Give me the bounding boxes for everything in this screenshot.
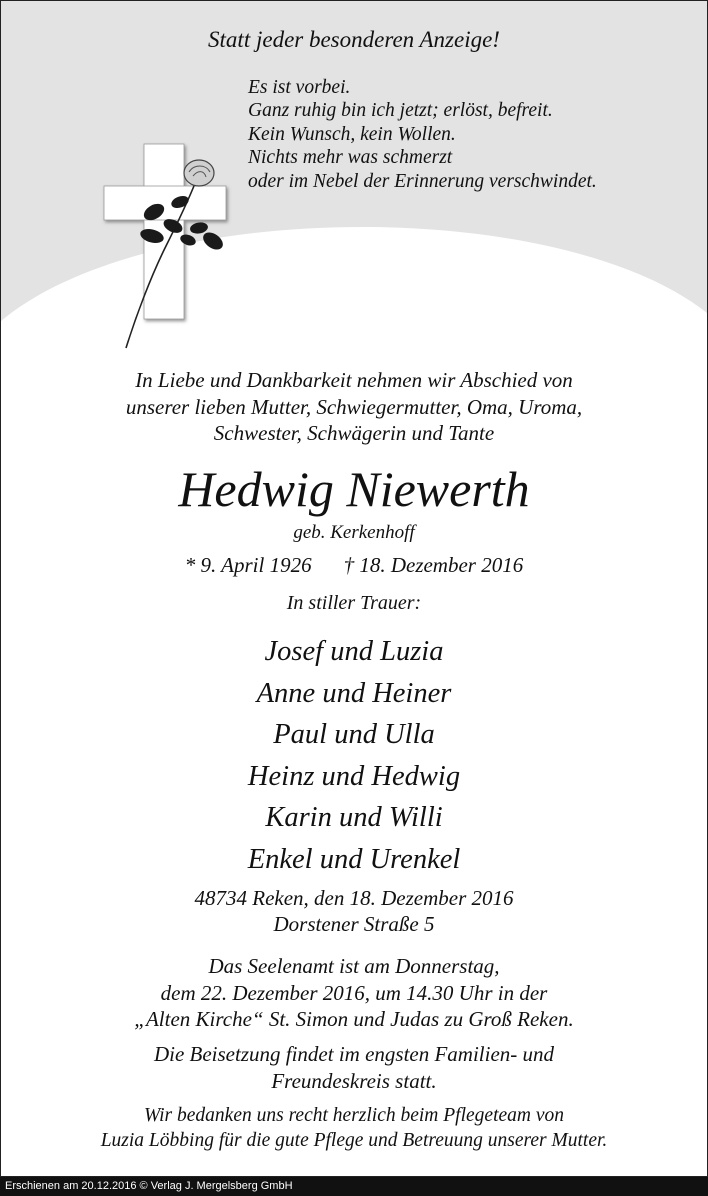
address-block — [1, 885, 707, 937]
family-member: Karin und Willi — [265, 802, 443, 833]
mourning-label: In stiller Trauer: — [286, 592, 422, 614]
service-line: „Alten Kirche“ St. Simon und Judas zu Groß Reken. — [134, 1007, 574, 1031]
birth-name: geb. Kerkenhoff — [293, 522, 415, 543]
header-title: Statt jeder besonderen Anzeige! — [208, 27, 500, 52]
publication-footer: Erschienen am 20.12.2016 © Verlag J. Mergelsberg GmbH — [0, 1177, 708, 1196]
intro-line: Schwester, Schwägerin und Tante — [213, 421, 495, 445]
family-member: Enkel und Urenkel — [247, 843, 461, 875]
death-date: † 18. Dezember 2016 — [343, 553, 524, 577]
poem-line: oder im Nebel der Erinnerung verschwindet. — [248, 170, 597, 192]
service-block — [1, 953, 707, 1033]
thanks-line: Wir bedanken uns recht herzlich beim Pflegeteam von — [143, 1105, 565, 1126]
burial-line: Die Beisetzung findet im engsten Familien- und — [153, 1042, 555, 1066]
poem-line: Es ist vorbei. — [248, 77, 351, 98]
poem-line: Ganz ruhig bin ich jetzt; erlöst, befreit. — [248, 100, 553, 122]
burial-line: Freundeskreis statt. — [271, 1068, 437, 1093]
thanks-line: Luzia Löbbing für die gute Pflege und Betreuung unserer Mutter. — [100, 1129, 608, 1151]
poem-line: Kein Wunsch, kein Wollen. — [248, 123, 456, 145]
family-member: Paul und Ulla — [273, 719, 435, 750]
intro-line: unserer lieben Mutter, Schwiegermutter, Oma, Uroma, — [125, 394, 583, 419]
family-list — [1, 631, 707, 880]
cross-icon — [96, 136, 236, 351]
birth-date: * 9. April 1926 — [184, 553, 312, 577]
family-member: Heinz und Hedwig — [247, 760, 461, 792]
thanks-block — [1, 1104, 707, 1153]
burial-block — [1, 1041, 707, 1094]
deceased-name: Hedwig Niewerth — [178, 461, 530, 517]
family-member: Josef und Luzia — [264, 636, 444, 667]
address-line: Dorstener Straße 5 — [273, 912, 435, 936]
service-line: Das Seelenamt ist am Donnerstag, — [208, 954, 500, 978]
family-member: Anne und Heiner — [256, 677, 452, 709]
poem — [248, 76, 597, 193]
intro-line: In Liebe und Dankbarkeit nehmen wir Abschied von — [135, 368, 573, 392]
intro-text — [1, 367, 707, 447]
address-line: 48734 Reken, den 18. Dezember 2016 — [194, 886, 514, 910]
service-line: dem 22. Dezember 2016, um 14.30 Uhr in der — [160, 980, 548, 1005]
life-dates — [1, 551, 707, 579]
poem-line: Nichts mehr was schmerzt — [248, 147, 453, 169]
